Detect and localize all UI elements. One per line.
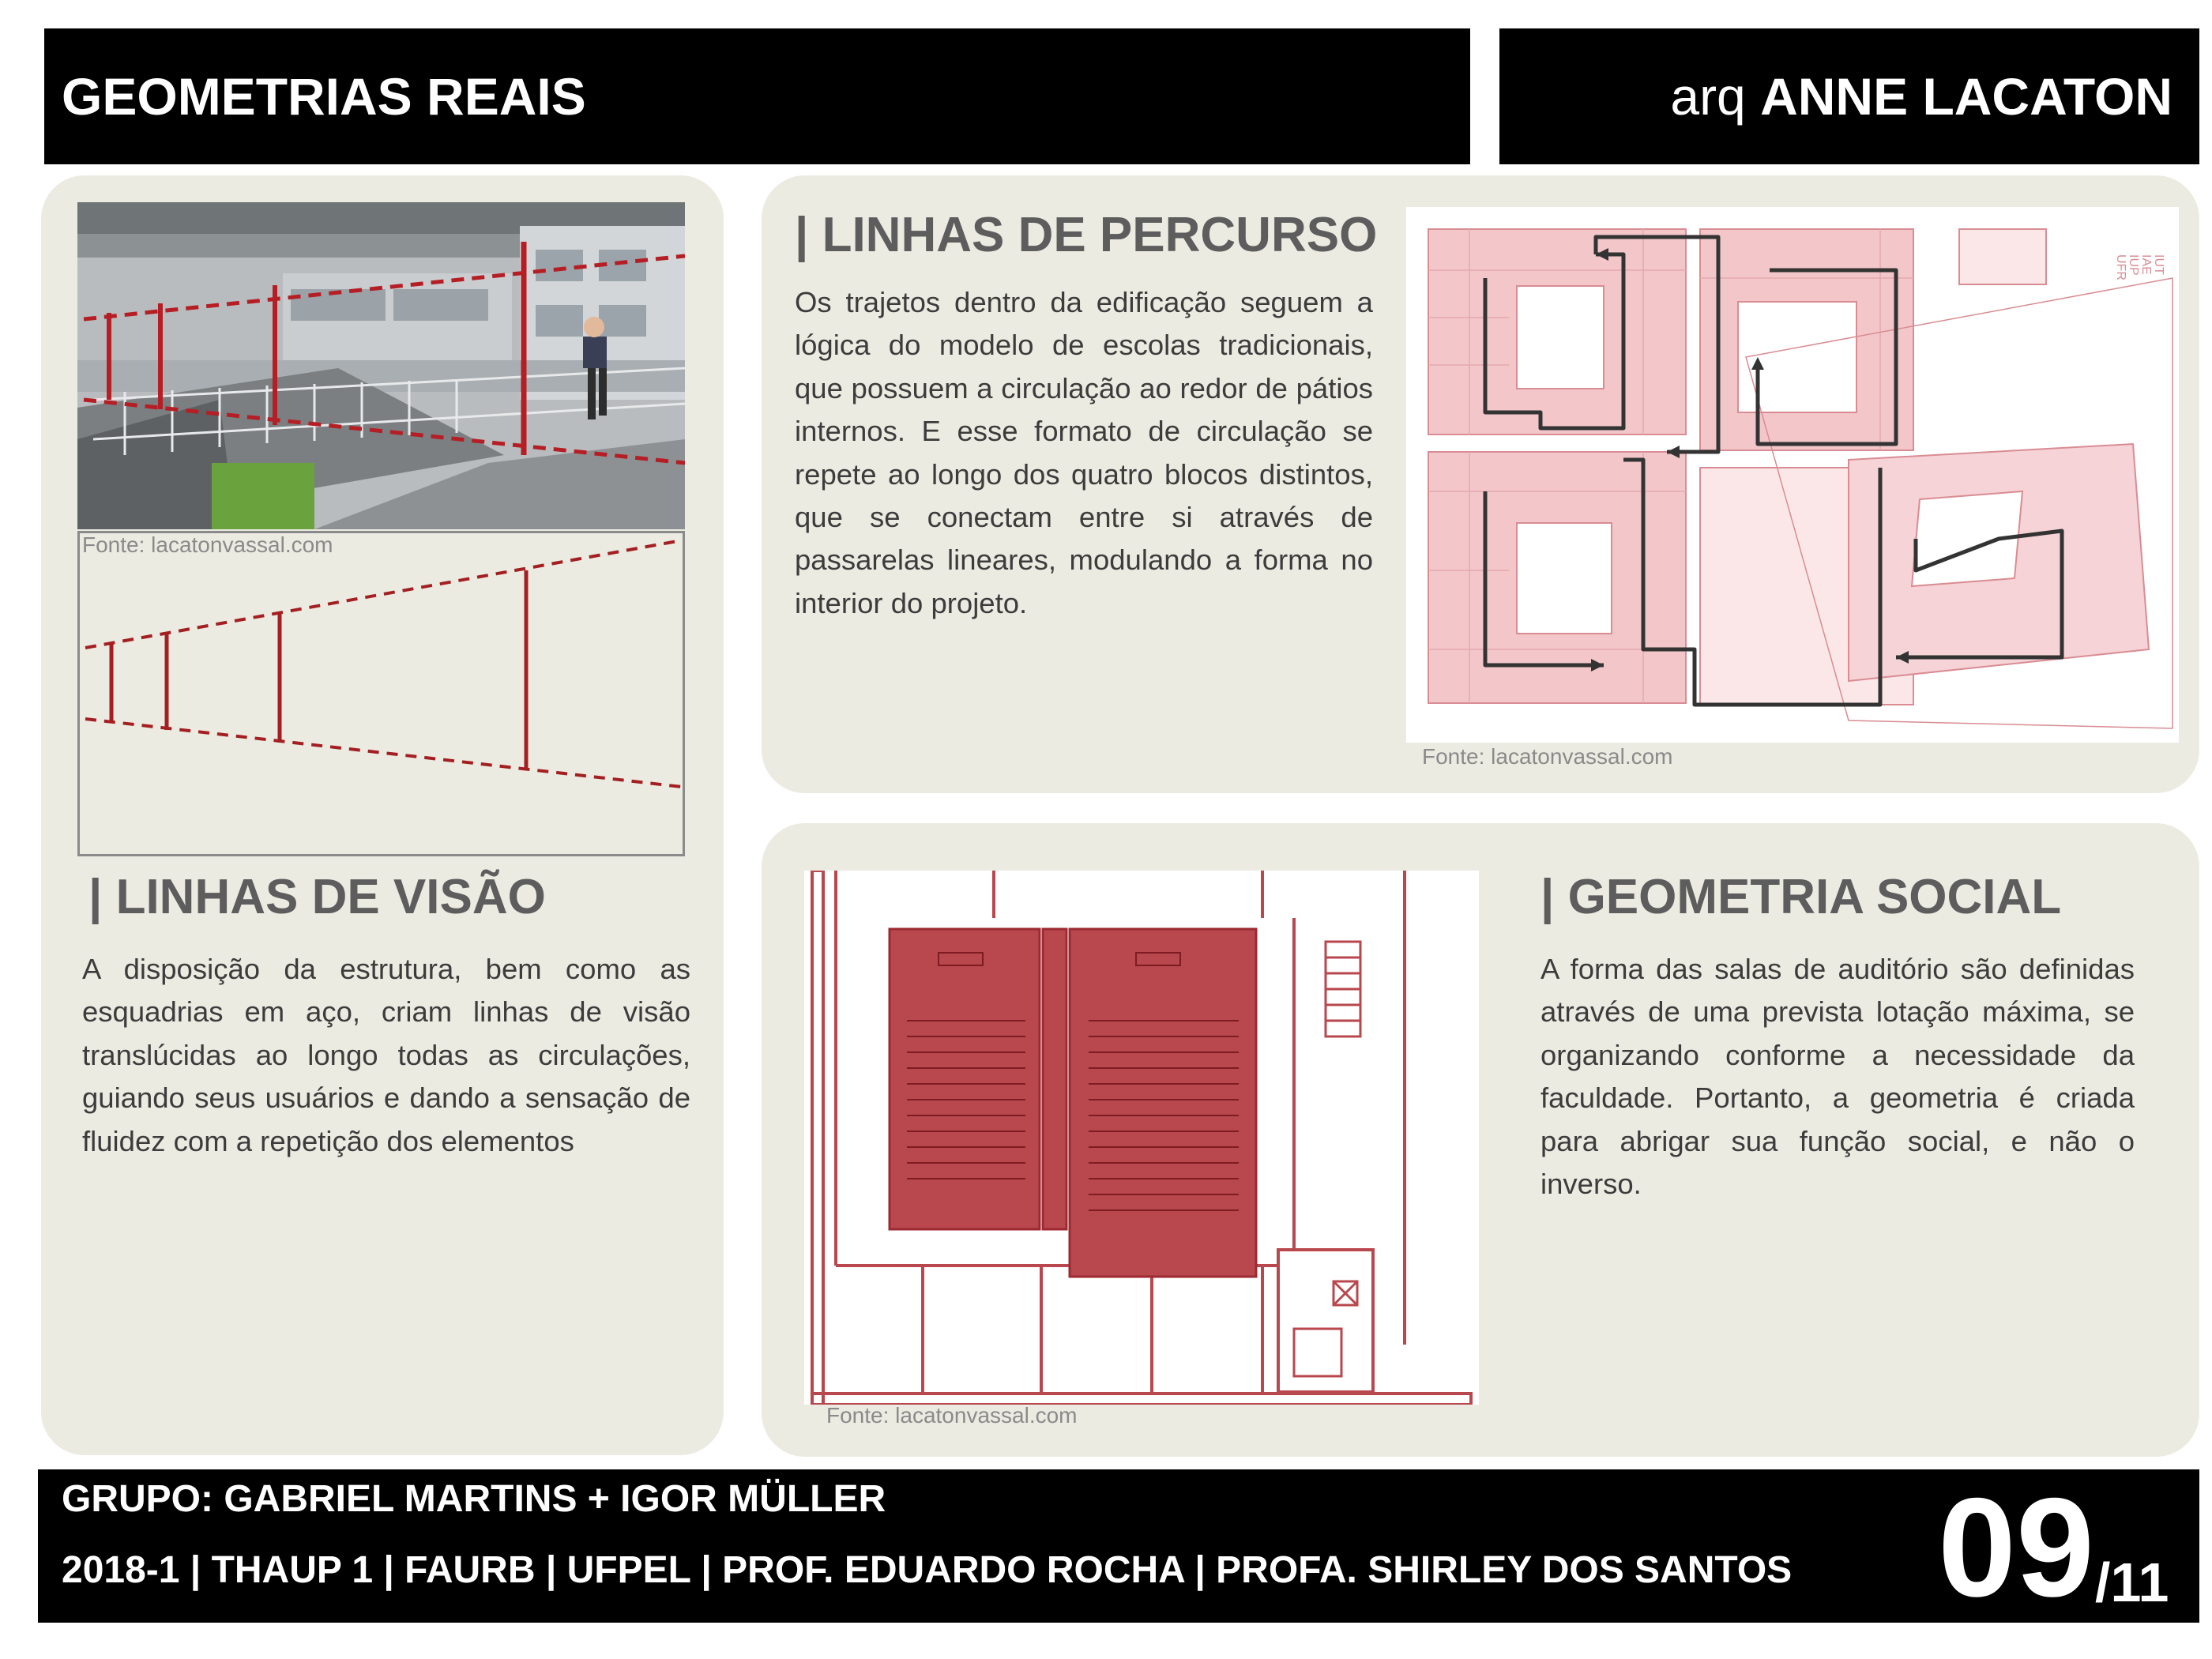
author-prefix: arq	[1670, 67, 1746, 126]
title-bar	[44, 28, 1470, 164]
footer-group: GRUPO: GABRIEL MARTINS + IGOR MÜLLER	[62, 1478, 886, 1520]
author-bar	[1499, 28, 2199, 164]
source-label-auditorium: Fonte: lacatonvassal.com	[826, 1403, 1078, 1428]
page-total: /11	[2095, 1552, 2169, 1613]
heading-geometria-social: | GEOMETRIA SOCIAL	[1540, 870, 2062, 924]
page-number: 09	[1938, 1469, 2094, 1626]
walkway-photo	[77, 202, 685, 529]
circulation-floor-plan	[1406, 207, 2179, 743]
sight-lines-diagram	[77, 531, 685, 856]
heading-linhas-de-percurso: | LINHAS DE PERCURSO	[795, 208, 1378, 262]
text-linhas-de-visao: A disposição da estrutura, bem como as esquadrias em aço, criam linhas de visão translúcidas ao longo todas as circulações, guiando seus usuários e dando a sensação de fluidez com a repetição dos elementos	[82, 953, 690, 1157]
source-label-plan: Fonte: lacatonvassal.com	[1422, 744, 1673, 769]
heading-linhas-de-visao: | LINHAS DE VISÃO	[88, 870, 546, 924]
auditorium-floor-plan	[804, 871, 1479, 1405]
footer-course: 2018-1 | THAUP 1 | FAURB | UFPEL | PROF. EDUARDO ROCHA | PROFA. SHIRLEY DOS SANTOS	[62, 1549, 1793, 1591]
page-title: GEOMETRIAS REAIS	[62, 67, 586, 126]
text-geometria-social: A forma das salas de auditório são definidas através de uma prevista lotação máxima, se organizando conforme a necessidade da faculdade. Portanto, a geometria é criada para abrigar sua função social, e não o inverso.	[1540, 953, 2135, 1201]
author-label	[1670, 66, 2172, 126]
plan-legend-4: IUT	[2152, 254, 2165, 275]
plan-legend-3: IAE	[2139, 254, 2153, 275]
plan-legend-2: IUP	[2127, 254, 2140, 276]
plan-legend-1: UFR	[2114, 254, 2127, 280]
source-label-photo: Fonte: lacatonvassal.com	[82, 532, 333, 557]
author-name: ANNE LACATON	[1760, 67, 2172, 126]
footer-bar	[38, 1469, 2199, 1626]
text-linhas-de-percurso: Os trajetos dentro da edificação seguem a lógica do modelo de escolas tradicionais, que possuem a circulação ao redor de pátios internos. E esse formato de circulação se repete ao longo dos quatro blocos distintos, que se conectam entre si através de passarelas lineares, modulando a forma no interior do projeto.	[795, 286, 1373, 619]
